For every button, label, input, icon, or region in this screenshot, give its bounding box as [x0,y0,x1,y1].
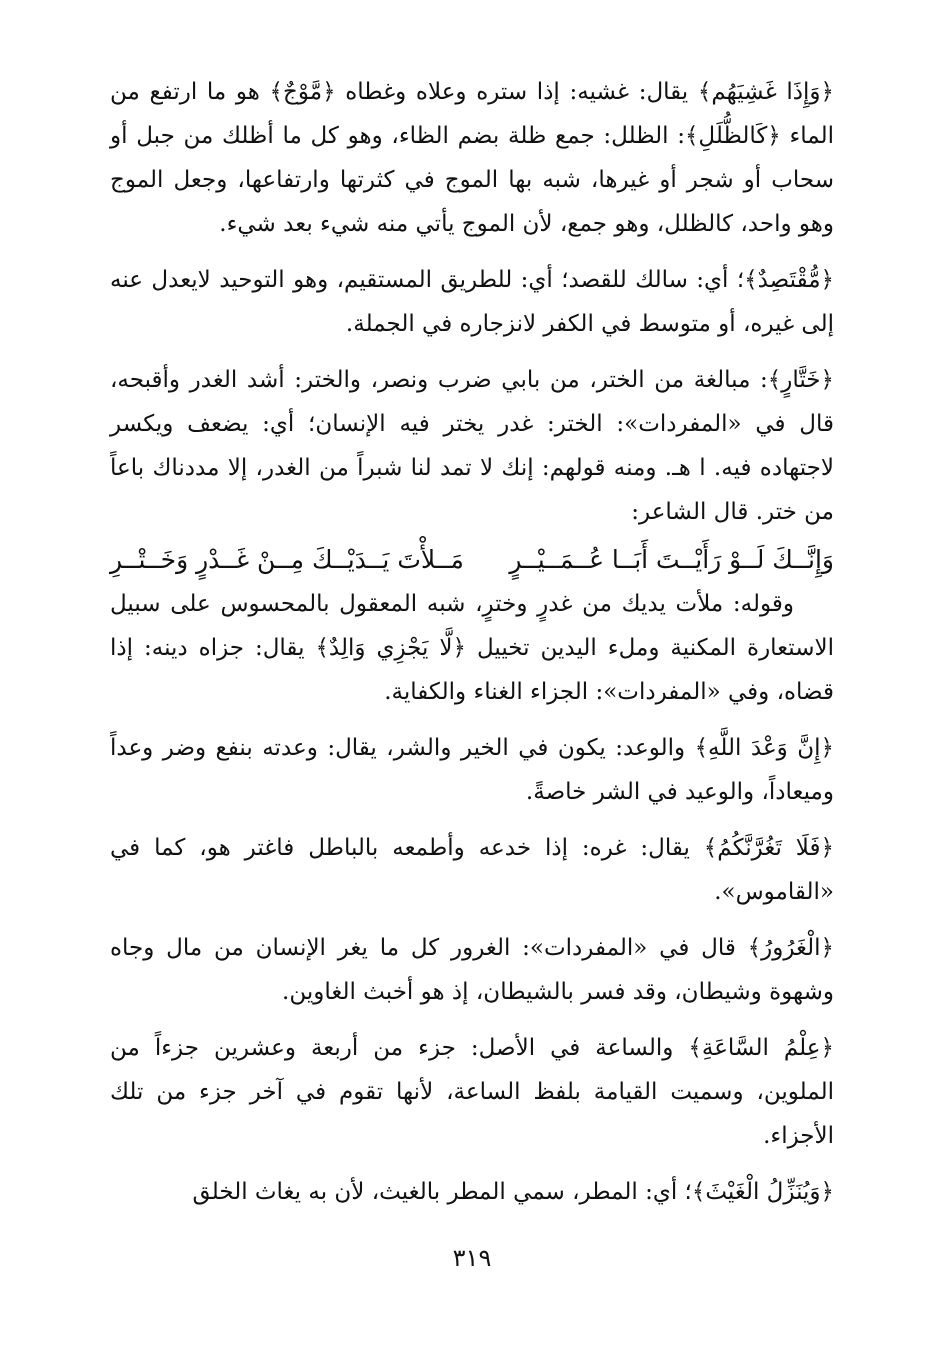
paragraph-3: ﴿خَتَّارٍ﴾: مبالغة من الختر، من بابي ضرب ونصر، والختر: أشد الغدر وأقبحه، قال في «المفردات»: الختر: غدر يختر فيه الإنسان؛ أي: يضعف ويكسر لاجتهاده فيه. ا هـ. ومنه قولهم: إنك لا تمد لنا شبراً من الغدر، إلا مددناك باعاً من ختر. قال الشاعر: [110,367,834,525]
paragraph-4: وقوله: ملأت يديك من غدرٍ وخترٍ، شبه المعقول بالمحسوس على سبيل الاستعارة المكنية وملء اليدين تخييل ﴿لَّا يَجْزِي وَالِدٌ﴾ يقال: جزاه دينه: إذا قضاه، وفي «المفردات»: الجزاء الغناء والكفاية. [110,591,834,705]
paragraph-6: ﴿فَلَا تَغُرَّنَّكُمُ﴾ يقال: غره: إذا خدعه وأطمعه بالباطل فاغتر هو، كما في «القاموس». [110,835,834,905]
body-text [110,70,834,1214]
paragraph-2: ﴿مُّقْتَصِدٌ﴾؛ أي: سالك للقصد؛ أي: للطريق المستقيم، وهو التوحيد لايعدل عنه إلى غيره، أو متوسط في الكفر لانزجاره في الجملة. [110,267,834,337]
paragraph-5: ﴿إِنَّ وَعْدَ اللَّهِ﴾ والوعد: يكون في الخير والشر، يقال: وعدته بنفع وضر وعداً وميعاداً، والوعيد في الشر خاصةً. [110,735,834,805]
paragraph-1: ﴿وَإِذَا غَشِيَهُم﴾ يقال: غشيه: إذا ستره وعلاه وغطاه ﴿مَّوْجٌ﴾ هو ما ارتفع من الماء ﴿كَالظُّلَلِ﴾: الظلل: جمع ظلة بضم الظاء، وهو كل ما أظلك من جبل أو سحاب أو شجر أو غيرها، شبه بها الموج في كثرتها وارتفاعها، وجعل الموج وهو واحد، كالظلل، وهو جمع، لأن الموج يأتي منه شيء بعد شيء. [110,79,834,237]
verse-first-hemistich: وَإِنَّــكَ لَــوْ رَأَيْــتَ أَبَــا عُــمَــيْــرٍ [509,545,834,574]
verse-second-hemistich: مَــلأْتَ يَــدَيْــكَ مِــنْ غَــدْرٍ وَخَــتْــرِ [110,545,464,574]
paragraph-7: ﴿الْغَرُورُ﴾ قال في «المفردات»: الغرور كل ما يغر الإنسان من مال وجاه وشهوة وشيطان، وقد فسر بالشيطان، إذ هو أخبث الغاوين. [110,935,834,1005]
paragraph-8: ﴿عِلْمُ السَّاعَةِ﴾ والساعة في الأصل: جزء من أربعة وعشرين جزءاً من الملوين، وسميت القيامة بلفظ الساعة، لأنها تقوم في آخر جزء من تلك الأجزاء. [110,1035,834,1149]
poetry-verse [110,538,834,582]
paragraph-9: ﴿وَيُنَزِّلُ الْغَيْثَ﴾؛ أي: المطر، سمي المطر بالغيث، لأن به يغاث الخلق [192,1179,834,1205]
page-number: ٣١٩ [452,1244,492,1272]
